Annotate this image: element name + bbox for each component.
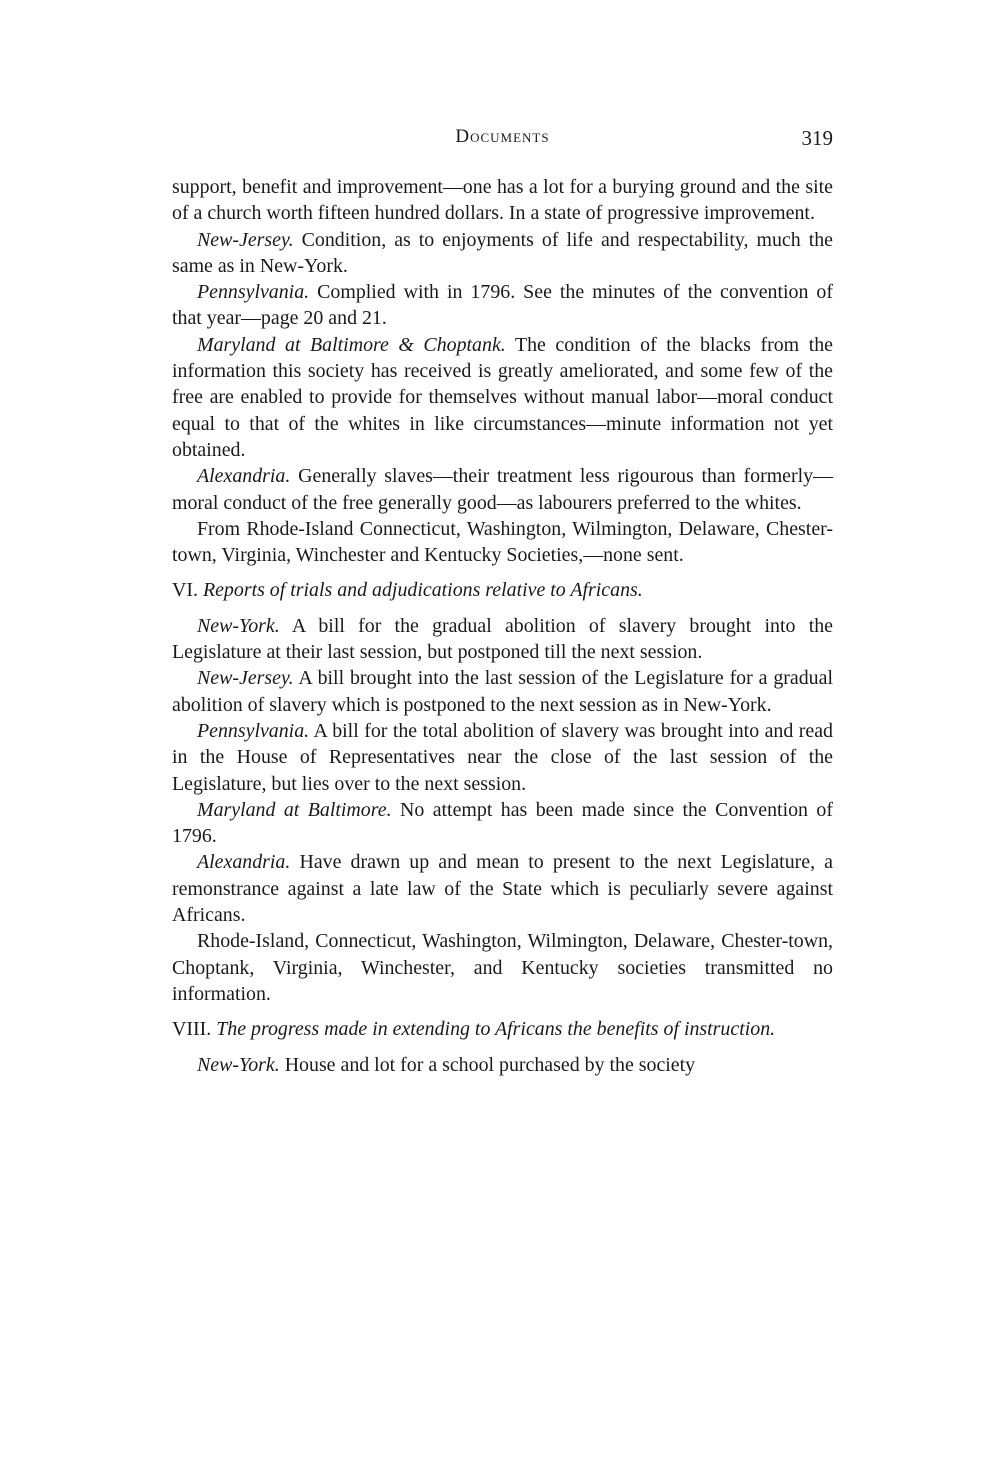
paragraph: Rhode-Island, Connecticut, Washington, Wilmington, Delaware, Chester-town, Choptank, Virginia, Winchester, and Kentucky societies transmitted no information. bbox=[172, 930, 833, 1005]
paragraph-lead: Pennsylvania. bbox=[197, 719, 310, 742]
paragraph: Pennsylvania. A bill for the total abolition of slavery was brought into and read in the House of Representatives near the close of the last session of the Legislature, but lies over to the next session. bbox=[172, 719, 833, 795]
paragraph: From Rhode-Island Connecticut, Washington, Wilmington, Delaware, Chester-town, Virginia, Winchester and Kentucky Societies,—none sent. bbox=[172, 517, 833, 567]
section-heading bbox=[172, 577, 833, 603]
page-number: 319 bbox=[801, 126, 833, 150]
running-head bbox=[172, 126, 833, 158]
paragraph-lead: Alexandria. bbox=[197, 851, 291, 874]
paragraph: New-Jersey. A bill brought into the last session of the Legislature for a gradual abolition of slavery which is postponed to the next session as in New-York. bbox=[172, 667, 833, 716]
paragraph: New-York. A bill for the gradual abolition of slavery brought into the Legislature at their last session, but postponed till the next session. bbox=[172, 614, 833, 664]
running-title: Documents bbox=[455, 126, 550, 147]
paragraph-lead: New-York. bbox=[197, 1053, 280, 1076]
section-numeral: VIII. bbox=[172, 1018, 212, 1041]
paragraph: Alexandria. Have drawn up and mean to present to the next Legislature, a remonstrance against a late law of the State which is peculiarly severe against Africans. bbox=[172, 851, 833, 927]
paragraph: Maryland at Baltimore & Choptank. The condition of the blacks from the information this society has received is greatly ameliorated, and some few of the free are enabled to provide for themselves without manual labor—moral conduct equal to that of the whites in like circumstances—minute information not yet obtained. bbox=[172, 333, 833, 461]
paragraph-lead: Maryland at Baltimore. bbox=[197, 798, 392, 821]
paragraph-lead: New-Jersey. bbox=[197, 228, 294, 251]
paragraph: Maryland at Baltimore. No attempt has been made since the Convention of 1796. bbox=[172, 798, 833, 848]
paragraph: Alexandria. Generally slaves—their treatment less rigourous than formerly—moral conduct of the free generally good—as labourers preferred to the whites. bbox=[172, 465, 833, 514]
paragraph-lead: Pennsylvania. bbox=[197, 281, 310, 304]
paragraph-lead: Maryland at Baltimore & Choptank. bbox=[197, 333, 506, 356]
section-heading bbox=[172, 1016, 833, 1042]
paragraph: New-Jersey. Condition, as to enjoyments of life and respectability, much the same as in New-York. bbox=[172, 228, 833, 277]
section-numeral: VI. bbox=[172, 579, 198, 602]
paragraph-lead: New-York. bbox=[197, 614, 280, 637]
paragraph: New-York. House and lot for a school purchased by the society bbox=[197, 1053, 696, 1076]
body-text bbox=[172, 174, 833, 1078]
section-title: Reports of trials and adjudications relative to Africans. bbox=[202, 579, 643, 602]
section-title: The progress made in extending to Africans the benefits of instruction. bbox=[216, 1018, 776, 1041]
paragraph: support, benefit and improvement—one has a lot for a burying ground and the site of a church worth fifteen hundred dollars. In a state of progressive improvement. bbox=[172, 176, 833, 225]
paragraph-lead: Alexandria. bbox=[197, 465, 291, 488]
paragraph-lead: New-Jersey. bbox=[197, 667, 294, 690]
paragraph: Pennsylvania. Complied with in 1796. See the minutes of the convention of that year—page 20 and 21. bbox=[172, 281, 833, 330]
